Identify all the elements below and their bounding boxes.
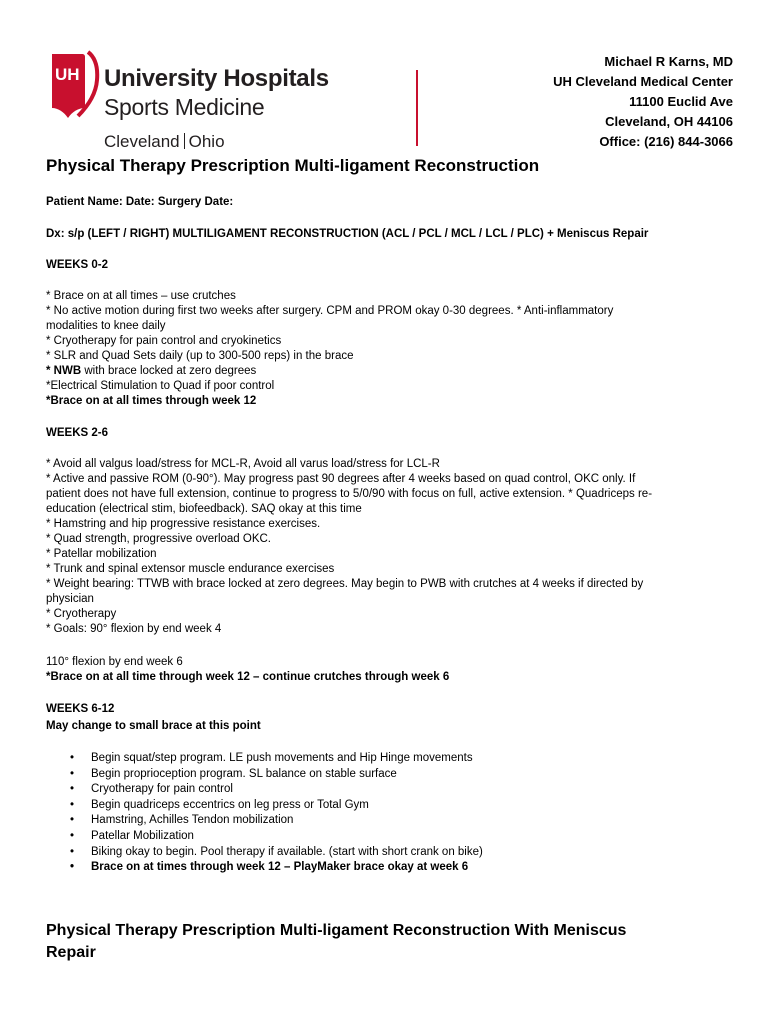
bullet-icon: • bbox=[70, 798, 75, 811]
list-item: * Cryotherapy for pain control and cryokinetics bbox=[46, 335, 282, 347]
list-item-text: Cryotherapy for pain control bbox=[91, 783, 233, 796]
list-item: * SLR and Quad Sets daily (up to 300-500 reps) in the brace bbox=[46, 350, 354, 362]
logo-name: University Hospitals bbox=[104, 65, 329, 92]
weeks-2-6-list bbox=[46, 457, 716, 637]
second-title-line-1: Physical Therapy Prescription Multi-ligament Reconstruction With Meniscus bbox=[46, 921, 627, 939]
bullet-icon: • bbox=[70, 752, 75, 764]
brace-note: *Brace on at all times through week 12 bbox=[46, 395, 257, 407]
logo-subtitle: Sports Medicine bbox=[104, 94, 265, 120]
logo-separator bbox=[184, 133, 185, 149]
list-item-brace bbox=[46, 860, 716, 876]
header-divider bbox=[416, 70, 418, 146]
list-item-text: Begin squat/step program. LE push movements and Hip Hinge movements bbox=[91, 752, 473, 764]
patient-info-line: Patient Name: Date: Surgery Date: bbox=[46, 196, 234, 208]
uh-logo bbox=[48, 46, 348, 156]
list-item-nwb bbox=[46, 364, 716, 379]
list-item: * Trunk and spinal extensor muscle endurance exercises bbox=[46, 563, 335, 575]
list-item bbox=[46, 845, 716, 861]
list-item-text: Begin quadriceps eccentrics on leg press or Total Gym bbox=[91, 798, 369, 811]
list-item bbox=[46, 798, 716, 814]
medical-center: UH Cleveland Medical Center bbox=[553, 74, 733, 89]
second-title bbox=[46, 920, 716, 964]
diagnosis-line: Dx: s/p (LEFT / RIGHT) MULTILIGAMENT RECONSTRUCTION (ACL / PCL / MCL / LCL / PLC) + Meniscus Repair bbox=[46, 228, 649, 240]
list-item: * Brace on at all times – use crutches bbox=[46, 290, 236, 302]
list-item: * Quad strength, progressive overload OKC. bbox=[46, 533, 272, 545]
city-state-zip: Cleveland, OH 44106 bbox=[605, 114, 733, 129]
document-title: Physical Therapy Prescription Multi-ligament Reconstruction bbox=[46, 156, 540, 175]
brace-note: *Brace on at all time through week 12 – continue crutches through week 6 bbox=[46, 671, 450, 683]
bullet-icon: • bbox=[70, 861, 75, 874]
flexion-goal: 110° flexion by end week 6 bbox=[46, 656, 183, 668]
list-item: * Active and passive ROM (0-90°). May progress past 90 degrees after 4 weeks based on quad control, OKC only. If bbox=[46, 473, 636, 485]
list-item: education (electrical stim, biofeedback). SAQ okay at this time bbox=[46, 503, 362, 515]
list-item: modalities to knee daily bbox=[46, 320, 166, 332]
list-item bbox=[46, 751, 716, 767]
weeks-0-2-heading: WEEKS 0-2 bbox=[46, 259, 108, 271]
weeks-6-12-list bbox=[46, 751, 716, 876]
second-title-line-2: Repair bbox=[46, 943, 96, 961]
weeks-0-2-list bbox=[46, 289, 716, 409]
physician-address-block bbox=[553, 52, 733, 152]
weeks-2-6-heading: WEEKS 2-6 bbox=[46, 427, 108, 439]
bullet-icon: • bbox=[70, 814, 75, 827]
document-body bbox=[46, 155, 716, 964]
nwb-text: with brace locked at zero degrees bbox=[81, 365, 257, 377]
list-item bbox=[46, 782, 716, 798]
list-item: * Cryotherapy bbox=[46, 608, 117, 620]
list-item: * Weight bearing: TTWB with brace locked at zero degrees. May begin to PWB with crutches at 4 weeks if directed by bbox=[46, 578, 644, 590]
street-address: 11100 Euclid Ave bbox=[629, 94, 733, 109]
bullet-icon: • bbox=[70, 829, 75, 842]
bullet-icon: • bbox=[70, 845, 75, 858]
logo-state: Ohio bbox=[188, 132, 225, 151]
weeks-6-12-subheading: May change to small brace at this point bbox=[46, 720, 261, 732]
logo-location bbox=[104, 132, 225, 152]
list-item: patient does not have full extension, continue to progress to 5/0/90 with focus on full, active extension. * Quadriceps re- bbox=[46, 488, 653, 500]
list-item: physician bbox=[46, 593, 94, 605]
list-item-text: Biking okay to begin. Pool therapy if available. (start with short crank on bike) bbox=[91, 845, 483, 858]
list-item: * Patellar mobilization bbox=[46, 548, 157, 560]
list-item-text: Patellar Mobilization bbox=[91, 829, 194, 842]
list-item: * Avoid all valgus load/stress for MCL-R, Avoid all varus load/stress for LCL-R bbox=[46, 458, 440, 470]
weeks-6-12-heading: WEEKS 6-12 bbox=[46, 703, 115, 715]
list-item bbox=[46, 813, 716, 829]
list-item: * No active motion during first two weeks after surgery. CPM and PROM okay 0-30 degrees. * Anti-inflammatory bbox=[46, 305, 614, 317]
logo-city: Cleveland bbox=[104, 132, 180, 151]
bullet-icon: • bbox=[70, 767, 75, 780]
weeks-2-6-goals bbox=[46, 655, 716, 685]
list-item bbox=[46, 829, 716, 845]
nwb-prefix: * bbox=[46, 365, 54, 377]
list-item-text: Brace on at times through week 12 – PlayMaker brace okay at week 6 bbox=[91, 861, 469, 874]
office-phone: Office: (216) 844-3066 bbox=[599, 134, 733, 149]
physician-name: Michael R Karns, MD bbox=[604, 54, 733, 69]
uh-logo-mark-icon bbox=[48, 50, 100, 122]
list-item-text: Hamstring, Achilles Tendon mobilization bbox=[91, 814, 294, 827]
list-item bbox=[46, 767, 716, 783]
nwb-label: NWB bbox=[53, 365, 82, 377]
bullet-icon: • bbox=[70, 783, 75, 796]
list-item: *Electrical Stimulation to Quad if poor control bbox=[46, 380, 275, 392]
uh-logo-mark-text: UH bbox=[55, 65, 80, 84]
list-item-text: Begin proprioception program. SL balance on stable surface bbox=[91, 767, 397, 780]
list-item: * Hamstring and hip progressive resistance exercises. bbox=[46, 518, 321, 530]
list-item: * Goals: 90° flexion by end week 4 bbox=[46, 623, 222, 635]
